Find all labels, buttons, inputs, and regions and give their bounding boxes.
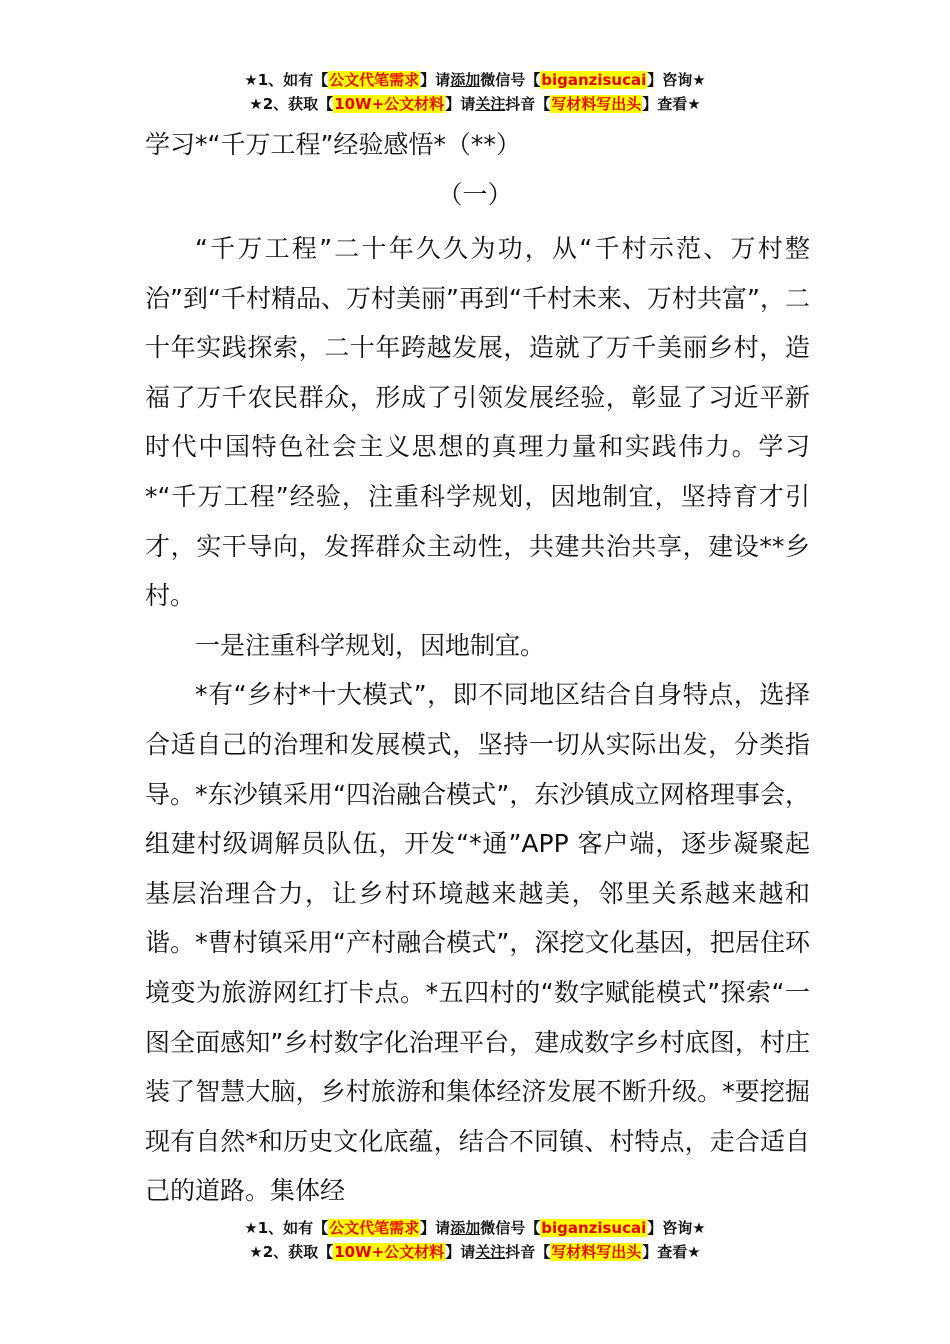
promo-line-2: [0, 1240, 950, 1264]
promo-line-2: [0, 92, 950, 116]
document-body: [145, 224, 810, 1216]
promo-text: 微信号【: [480, 1219, 541, 1237]
promo-underline: 添加: [450, 1219, 481, 1237]
promo-text: 抖音【: [505, 1243, 551, 1261]
promo-line-1: [0, 68, 950, 92]
promo-highlight: 公文代笔需求: [329, 71, 420, 89]
promo-highlight: 10W+公文材料: [334, 95, 445, 113]
promo-text: 微信号【: [480, 71, 541, 89]
promo-text: ★1、如有【: [244, 1219, 329, 1237]
promo-text: 】请: [420, 1219, 451, 1237]
promo-banner-bottom: [0, 1216, 950, 1264]
wechat-id-highlight: biganzisucai: [541, 1219, 647, 1237]
promo-text: 】请: [420, 71, 451, 89]
promo-text: 】请: [445, 95, 476, 113]
promo-text: 抖音【: [505, 95, 551, 113]
paragraph: *有“乡村*十大模式”，即不同地区结合自身特点，选择合适自己的治理和发展模式，坚持一切从实际出发，分类指导。*东沙镇采用“四治融合模式”，东沙镇成立网格理事会，组建村级调解员队伍，开发“*通”APP 客户端，逐步凝聚起基层治理合力，让乡村环境越来越美，邻里关系越来越和谐。*曹村镇采用“产村融合模式”，深挖文化基因，把居住环境变为旅游网红打卡点。*五四村的“数字赋能模式”探索“一图全面感知”乡村数字化治理平台，建成数字乡村底图，村庄装了智慧大脑，乡村旅游和集体经济发展不断升级。*要挖掘现有自然*和历史文化底蕴，结合不同镇、村特点，走合适自己的道路。集体经: [145, 680, 810, 1206]
promo-text: 】查看★: [642, 95, 701, 113]
promo-highlight: 公文代笔需求: [329, 1219, 420, 1237]
promo-text: 】请: [445, 1243, 476, 1261]
paragraph: “千万工程”二十年久久为功，从“千村示范、万村整治”到“千村精品、万村美丽”再到“千村未来、万村共富”，二十年实践探索，二十年跨越发展，造就了万千美丽乡村，造福了万千农民群众，形成了引领发展经验，彰显了习近平新时代中国特色社会主义思想的真理力量和实践伟力。学习*“千万工程”经验，注重科学规划，因地制宜，坚持育才引才，实干导向，发挥群众主动性，共建共治共享，建设**乡村。: [145, 234, 810, 611]
section-number: （一）: [437, 180, 513, 209]
document-title: 学习*“千万工程”经验感悟*（**）: [145, 130, 521, 159]
douyin-account-highlight: 写材料写出头: [551, 1243, 642, 1261]
promo-underline: 关注: [475, 95, 506, 113]
promo-highlight: 10W+公文材料: [334, 1243, 445, 1261]
promo-line-1: [0, 1216, 950, 1240]
promo-text: 】咨询★: [647, 71, 706, 89]
wechat-id-highlight: biganzisucai: [541, 71, 647, 89]
promo-text: ★2、获取【: [249, 95, 334, 113]
promo-banner-top: [0, 68, 950, 116]
douyin-account-highlight: 写材料写出头: [551, 95, 642, 113]
promo-text: 】查看★: [642, 1243, 701, 1261]
promo-text: 】咨询★: [647, 1219, 706, 1237]
promo-underline: 关注: [475, 1243, 506, 1261]
promo-text: ★2、获取【: [249, 1243, 334, 1261]
promo-underline: 添加: [450, 71, 481, 89]
paragraph-heading: 一是注重科学规划，因地制宜。: [195, 630, 546, 660]
promo-text: ★1、如有【: [244, 71, 329, 89]
